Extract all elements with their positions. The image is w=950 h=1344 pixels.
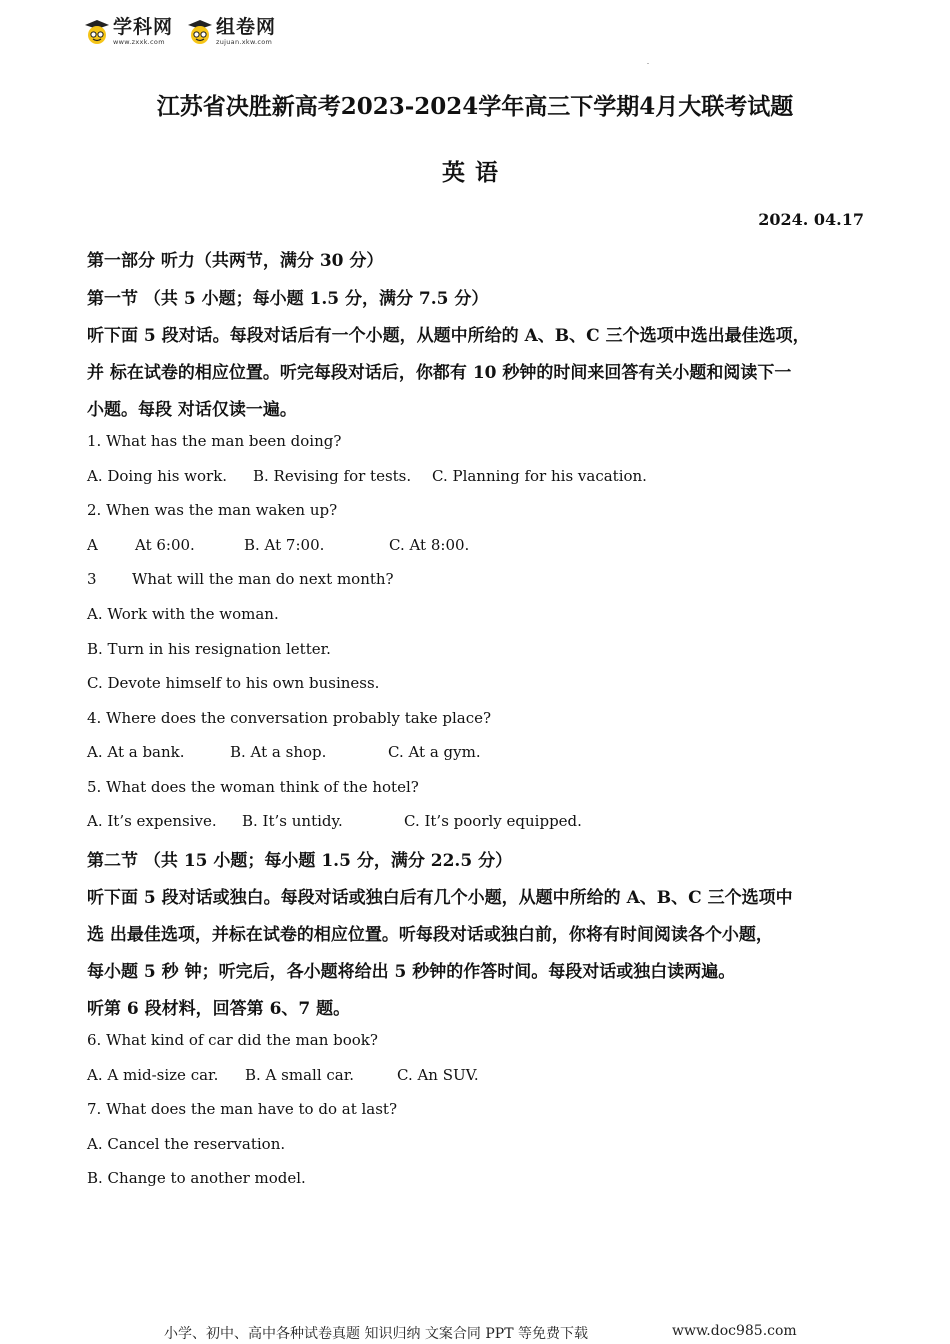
logo-zxxk-url: www.zxxk.com — [113, 38, 165, 47]
section1-heading: 第一节 （共 5 小题；每小题 1.5 分，满分 7.5 分） — [87, 289, 489, 309]
option-c[interactable]: C. At a gym. — [388, 743, 481, 761]
question-stem: What will the man do next month? — [132, 570, 394, 588]
logo-zxxk[interactable] — [84, 18, 173, 46]
option-b[interactable]: B. Turn in his resignation letter. — [87, 640, 331, 658]
exam-date: 2024. 04.17 — [758, 210, 864, 229]
option-a[interactable]: A. At a bank. — [87, 743, 185, 761]
question-stem: 2. When was the man waken up? — [87, 501, 338, 519]
option-a-letter[interactable]: A — [87, 536, 98, 554]
footer-text: 小学、初中、高中各种试卷真题 知识归纳 文案合同 PPT 等免费下载 — [164, 1326, 588, 1342]
question-stem: 7. What does the man have to do at last? — [87, 1100, 397, 1118]
part1-heading: 第一部分 听力（共两节，满分 30 分） — [87, 251, 384, 271]
question-number: 3 — [87, 570, 97, 588]
section1-instruction-line: 听下面 5 段对话。每段对话后有一个小题，从题中所给的 A、B、C 三个选项中选出最佳选项， — [87, 326, 810, 346]
logo-zujuan-name: 组卷网 — [216, 16, 277, 39]
exam-subject: 英语 — [442, 159, 508, 186]
option-a[interactable]: A. It’s expensive. — [87, 812, 217, 830]
logo-zujuan-url: zujuan.xkw.com — [216, 38, 273, 47]
option-c[interactable]: C. An SUV. — [397, 1066, 479, 1084]
option-c[interactable]: C. Devote himself to his own business. — [87, 674, 380, 692]
option-c[interactable]: C. It’s poorly equipped. — [404, 812, 582, 830]
question-stem: 4. Where does the conversation probably take place? — [87, 709, 492, 727]
student-face-icon — [187, 19, 213, 45]
question-stem: 5. What does the woman think of the hotel? — [87, 778, 419, 796]
option-a[interactable]: At 6:00. — [135, 536, 195, 554]
footer-url[interactable]: www.doc985.com — [672, 1323, 797, 1339]
section1-instruction-line: 小题。每段 对话仅读一遍。 — [87, 400, 297, 420]
option-a[interactable]: A. Work with the woman. — [87, 605, 279, 623]
option-a[interactable]: A. Cancel the reservation. — [87, 1135, 286, 1153]
material-heading: 听第 6 段材料，回答第 6、7 题。 — [87, 999, 351, 1019]
option-a[interactable]: A. A mid-size car. — [87, 1066, 219, 1084]
section1-instruction-line: 并 标在试卷的相应位置。听完每段对话后，你都有 10 秒钟的时间来回答有关小题和阅读下一 — [87, 363, 792, 383]
option-c[interactable]: C. Planning for his vacation. — [432, 467, 647, 485]
option-b[interactable]: B. Revising for tests. — [253, 467, 412, 485]
question-stem: 6. What kind of car did the man book? — [87, 1031, 378, 1049]
section2-heading: 第二节 （共 15 小题；每小题 1.5 分，满分 22.5 分） — [87, 851, 513, 871]
option-b[interactable]: B. At a shop. — [230, 743, 327, 761]
option-b[interactable]: B. At 7:00. — [244, 536, 325, 554]
student-face-icon — [84, 19, 110, 45]
exam-title: 江苏省决胜新高考2023-2024学年高三下学期4月大联考试题 — [156, 93, 794, 120]
logo-zxxk-name: 学科网 — [113, 16, 174, 39]
option-b[interactable]: B. It’s untidy. — [242, 812, 343, 830]
section2-instruction-line: 每小题 5 秒 钟；听完后，各小题将给出 5 秒钟的作答时间。每段对话或独白读两遍。 — [87, 962, 736, 982]
option-b[interactable]: B. Change to another model. — [87, 1169, 306, 1187]
section2-instruction-line: 听下面 5 段对话或独白。每段对话或独白后有几个小题，从题中所给的 A、B、C 三个选项中 — [87, 888, 793, 908]
option-c[interactable]: C. At 8:00. — [389, 536, 470, 554]
decorative-dot — [647, 63, 649, 64]
logo-zujuan[interactable] — [187, 18, 276, 46]
option-b[interactable]: B. A small car. — [245, 1066, 355, 1084]
section2-instruction-line: 选 出最佳选项，并标在试卷的相应位置。听每段对话或独白前，你将有时间阅读各个小题， — [87, 925, 773, 945]
option-a[interactable]: A. Doing his work. — [87, 467, 228, 485]
header-logos — [84, 14, 276, 50]
question-stem: 1. What has the man been doing? — [87, 432, 342, 450]
